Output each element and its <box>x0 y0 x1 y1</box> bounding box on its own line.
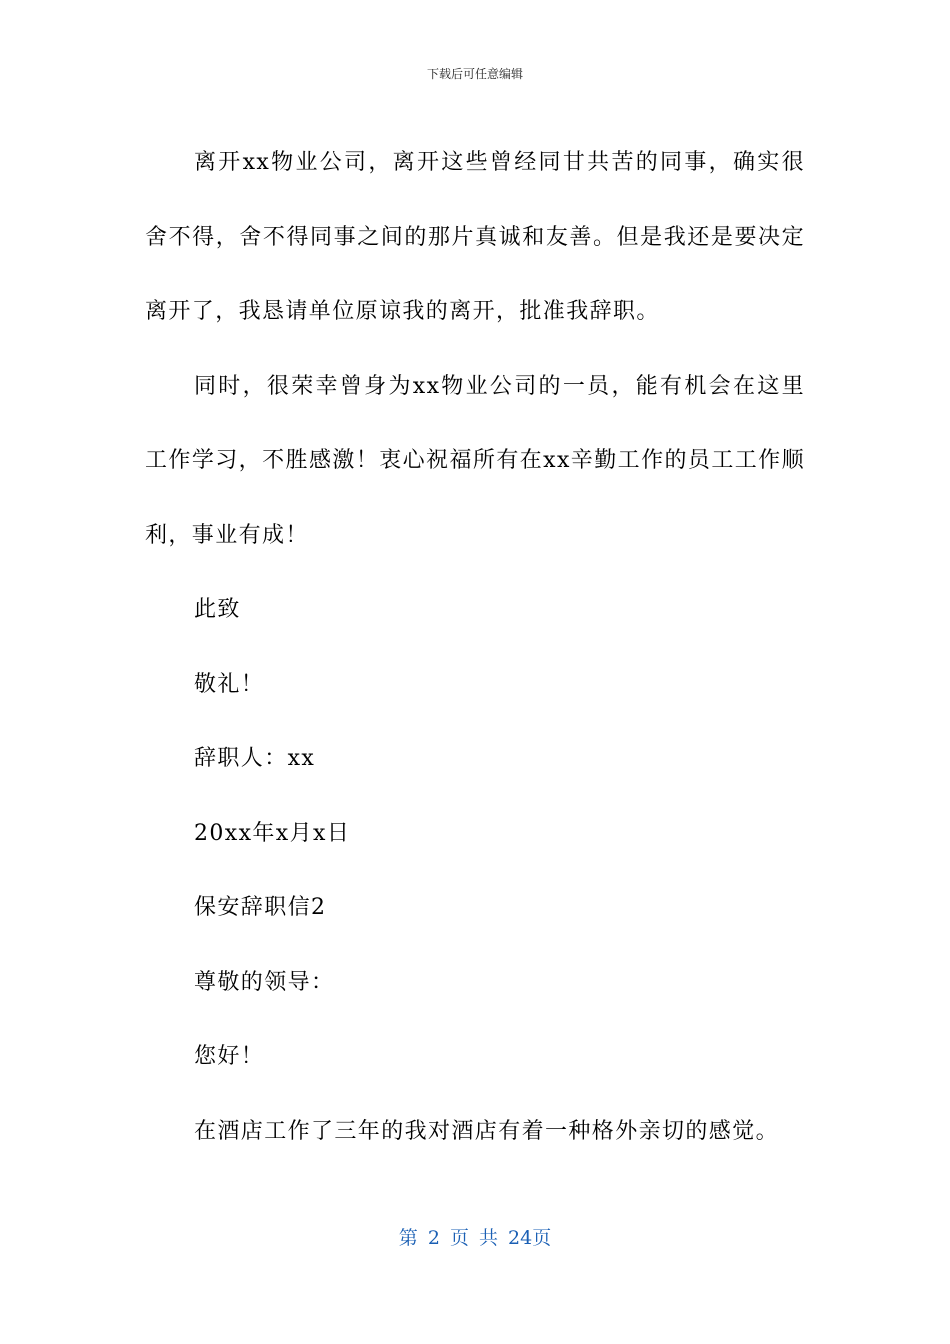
letter-hello: 您好！ <box>194 1044 265 1069</box>
paragraph-gratitude: 同时，很荣幸曾身为xx物业公司的一员，能有机会在这里工作学习，不胜感激！衷心祝福所有在xx辛勤工作的员工工作顺利，事业有成！ <box>145 373 805 548</box>
page-number-footer: 第 2 页 共 24页 <box>398 1227 552 1249</box>
closing-salutation: 此致 <box>194 597 241 622</box>
section-title: 保安辞职信2 <box>194 895 327 920</box>
letter-greeting: 尊敬的领导： <box>194 969 335 995</box>
page-header: 下载后可任意编辑 <box>426 67 523 81</box>
paragraph-hotel-intro: 在酒店工作了三年的我对酒店有着一种格外亲切的感觉。 <box>194 1118 780 1144</box>
document-body <box>145 126 805 1169</box>
date-line: 20xx年x月x日 <box>194 820 351 846</box>
paragraph-leaving-company: 离开xx物业公司，离开这些曾经同甘共苦的同事，确实很舍不得，舍不得同事之间的那片真诚和友善。但是我还是要决定离开了，我恳请单位原谅我的离开，批准我辞职。 <box>145 150 805 324</box>
signature-line: 辞职人：xx <box>194 746 316 771</box>
closing-regards: 敬礼！ <box>194 671 265 697</box>
